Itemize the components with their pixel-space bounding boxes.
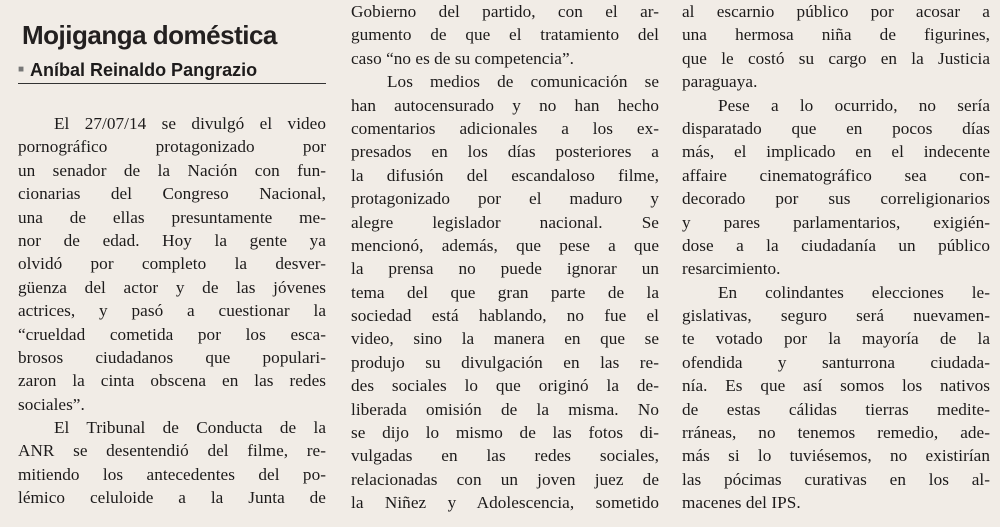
text-line: mencionó, además, que pese a que: [351, 235, 659, 255]
text-line: tema del que gran parte de la: [351, 282, 659, 302]
text-line: Los medios de comunicación se: [387, 72, 659, 92]
text-line: la Niñez y Adolescencia, sometido: [351, 493, 659, 513]
text-line: un senador de la Nación con fun-: [18, 160, 326, 180]
text-line: vulgadas en las redes sociales,: [351, 446, 659, 466]
text-line: que le costó su cargo en la Justicia: [682, 48, 990, 68]
text-line: Pese a lo ocurrido, no sería: [718, 95, 990, 115]
column-2: [351, 0, 659, 527]
text-line: olvidó por completo la desver-: [18, 254, 326, 274]
text-line: alegre legislador nacional. Se: [351, 212, 659, 232]
text-line: lémico celuloide a la Junta de: [18, 488, 326, 508]
text-line: protagonizado por el maduro y: [351, 189, 659, 209]
text-line: mitiendo los antecedentes del po-: [18, 464, 326, 484]
text-line: una de ellas presuntamente me-: [18, 207, 326, 227]
article-title: Mojiganga doméstica: [22, 20, 277, 50]
text-line: resarcimiento.: [682, 259, 781, 279]
text-line: de estas cálidas tierras medite-: [682, 399, 990, 419]
text-line: rráneas, no tenemos remedio, ade-: [682, 423, 990, 443]
text-line: nor de edad. Hoy la gente ya: [18, 230, 326, 250]
text-line: En colindantes elecciones le-: [718, 282, 990, 302]
text-line: se dijo lo mismo de las fotos di-: [351, 423, 659, 443]
text-line: dose a la ciudadanía un público: [682, 235, 990, 255]
text-line: al escarnio público por acosar a: [682, 2, 990, 21]
text-line: caso “no es de su competencia”.: [351, 48, 574, 68]
text-line: nía. Es que así somos los nativos: [682, 376, 990, 396]
text-line: la prensa no puede ignorar un: [351, 259, 659, 279]
text-line: cionarias del Congreso Nacional,: [18, 184, 326, 204]
text-line: relacionadas con un joven juez de: [351, 469, 659, 489]
text-line: El Tribunal de Conducta de la: [54, 418, 326, 438]
text-line: El 27/07/14 se divulgó el video: [54, 114, 326, 133]
text-line: más, el implicado en el indecente: [682, 142, 990, 162]
text-line: Gobierno del partido, con el ar-: [351, 2, 659, 21]
text-line: y pares parlamentarios, exigién-: [682, 212, 990, 232]
column-1: [18, 0, 326, 527]
text-line: decorado por sus correligionarios: [682, 189, 990, 209]
text-line: ANR se desentendió del filme, re-: [18, 441, 326, 461]
text-line: comentarios adicionales a los ex-: [351, 118, 659, 138]
text-line: la difusión del escandaloso filme,: [351, 165, 659, 185]
text-line: pornográfico protagonizado por: [18, 137, 326, 157]
text-line: macenes del IPS.: [682, 493, 801, 513]
text-line: des sociales lo que originó la de-: [351, 376, 659, 396]
text-line: una hermosa niña de figurines,: [682, 25, 990, 45]
text-line: affaire cinematográfico sea con-: [682, 165, 990, 185]
text-line: las pócimas curativas en los al-: [682, 469, 990, 489]
text-line: güenza del actor y de las jóvenes: [18, 277, 326, 297]
byline-marker-icon: ■: [18, 64, 25, 75]
text-line: sociales”.: [18, 394, 85, 414]
text-line: brosos ciudadanos que populari-: [18, 347, 326, 367]
text-line: ofendida y santurrona ciudada-: [682, 352, 990, 372]
text-line: gislativas, seguro será nuevamen-: [682, 306, 990, 326]
text-line: han autocensurado y no han hecho: [351, 95, 659, 115]
text-line: gumento de que el tratamiento del: [351, 25, 659, 45]
text-line: produjo su divulgación en las re-: [351, 352, 659, 372]
text-line: paraguaya.: [682, 72, 758, 92]
text-line: zaron la cinta obscena en las redes: [18, 371, 326, 391]
author-name: Aníbal Reinaldo Pangrazio: [30, 60, 258, 80]
byline: [18, 59, 326, 84]
text-line: presados en los días posteriores a: [351, 142, 659, 162]
text-line: video, sino la manera en que se: [351, 329, 659, 349]
column-2-text: [351, 0, 659, 515]
text-line: actrices, y pasó a cuestionar la: [18, 301, 326, 321]
text-line: te votado por la mayoría de la: [682, 329, 990, 349]
text-line: liberada omisión de la misma. No: [351, 399, 659, 419]
text-line: “crueldad cometida por los esca-: [18, 324, 326, 344]
column-3: [682, 0, 990, 527]
column-3-text: [682, 0, 990, 515]
column-1-text: [18, 112, 326, 510]
text-line: disparatado que en pocos días: [682, 118, 990, 138]
text-line: sociedad está hablando, no fue el: [351, 306, 659, 326]
text-line: más si lo tuviésemos, no existirían: [682, 446, 990, 466]
